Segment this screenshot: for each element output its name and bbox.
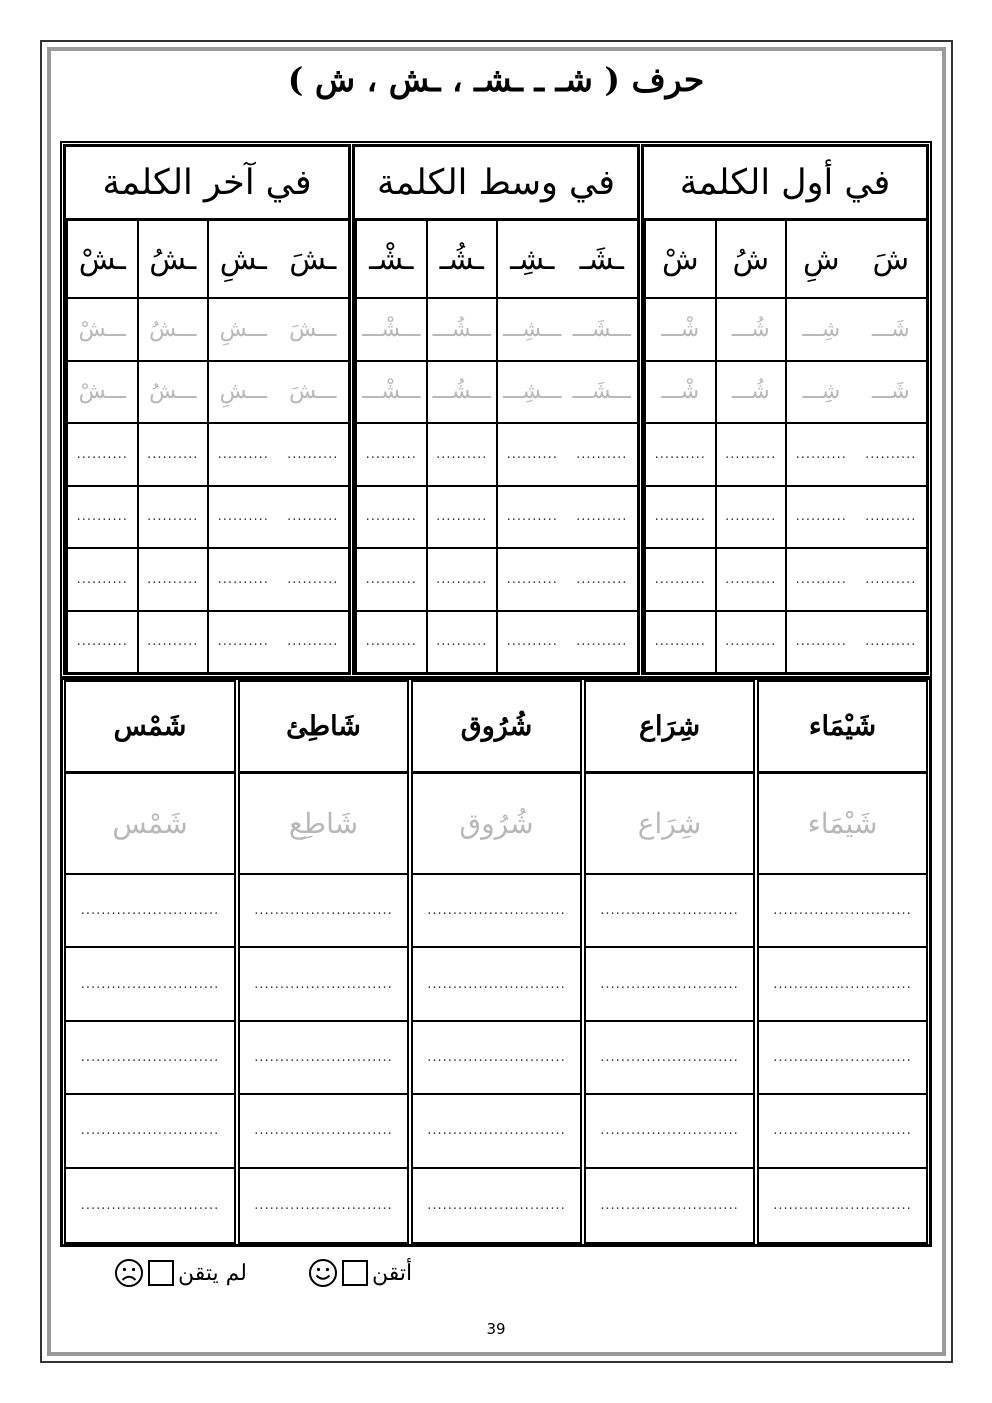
trace-cell[interactable]: شْـــ <box>644 360 715 423</box>
write-cell[interactable]: .......... <box>137 610 208 673</box>
write-line[interactable]: ........................... <box>80 1197 220 1213</box>
write-cell[interactable]: .......... <box>644 485 715 548</box>
legend-not-mastered-label: لم يتقن <box>178 1260 247 1286</box>
trace-cell[interactable]: ـــشَ <box>278 360 349 423</box>
write-line[interactable]: ........................... <box>586 1022 753 1095</box>
write-line[interactable]: ........................... <box>773 1197 912 1213</box>
trace-cell[interactable]: ـــشْ <box>66 297 137 360</box>
word-trace[interactable]: شَمْس <box>66 774 234 875</box>
letter-form: ـشِـ <box>496 221 567 297</box>
letter-form: ـشْ <box>66 221 137 297</box>
write-line[interactable]: ........................... <box>759 948 926 1021</box>
write-cell[interactable]: .......... <box>355 485 426 548</box>
write-cell[interactable]: .......... <box>856 422 927 485</box>
word-label: شَمْس <box>66 682 234 774</box>
write-cell[interactable]: .......... <box>66 610 137 673</box>
trace-cell[interactable]: شْـــ <box>644 297 715 360</box>
write-cell[interactable]: .......... <box>715 610 786 673</box>
group-header: في أول الكلمة <box>644 147 926 221</box>
trace-cell[interactable]: ـــشَـــ <box>567 297 638 360</box>
write-cell[interactable]: .......... <box>856 485 927 548</box>
trace-cell[interactable]: شُـــ <box>715 360 786 423</box>
write-cell[interactable]: .......... <box>644 610 715 673</box>
group-header: في آخر الكلمة <box>66 147 348 221</box>
write-cell[interactable]: .......... <box>785 422 856 485</box>
word-trace[interactable]: شَاطِع <box>240 774 407 875</box>
word-label: شَاطِئ <box>240 682 407 774</box>
group-end <box>63 144 351 675</box>
write-cell[interactable]: .......... <box>426 610 497 673</box>
smiley-face-icon <box>308 1258 338 1288</box>
trace-cell[interactable]: ـــشْـــ <box>355 297 426 360</box>
write-line[interactable]: ........................... <box>427 1197 566 1213</box>
write-line[interactable]: ........................... <box>759 1095 926 1168</box>
trace-cell[interactable]: ـــشْـــ <box>355 360 426 423</box>
write-cell[interactable]: .......... <box>426 485 497 548</box>
word-label: شِرَاع <box>586 682 753 774</box>
write-cell[interactable]: .......... <box>137 422 208 485</box>
write-cell[interactable]: .......... <box>567 547 638 610</box>
word-trace[interactable]: شَيْمَاء <box>759 774 926 875</box>
write-line[interactable]: ........................... <box>240 875 407 948</box>
write-line[interactable]: ........................... <box>586 948 753 1021</box>
write-cell[interactable]: .......... <box>137 485 208 548</box>
trace-cell[interactable]: ـــشُـــ <box>426 297 497 360</box>
write-cell[interactable]: .......... <box>137 547 208 610</box>
group-middle <box>352 144 640 675</box>
letter-form: ـشِ <box>207 221 278 297</box>
write-cell[interactable]: .......... <box>644 422 715 485</box>
not-mastered-checkbox[interactable] <box>148 1260 174 1286</box>
write-cell[interactable]: .......... <box>567 485 638 548</box>
write-cell[interactable]: .......... <box>496 422 567 485</box>
write-cell[interactable]: .......... <box>785 485 856 548</box>
trace-cell[interactable]: ـــشِ <box>207 297 278 360</box>
word-column <box>411 680 582 1244</box>
write-cell[interactable]: .......... <box>278 547 349 610</box>
write-line[interactable]: ........................... <box>66 1095 234 1168</box>
trace-cell[interactable]: شُـــ <box>715 297 786 360</box>
group-grid <box>66 221 348 672</box>
trace-cell[interactable]: ـــشِ <box>207 360 278 423</box>
write-cell[interactable]: .......... <box>426 422 497 485</box>
write-line[interactable]: ........................... <box>413 875 580 948</box>
group-grid <box>644 221 926 672</box>
sad-face-icon <box>114 1258 144 1288</box>
letter-form: شْ <box>644 221 715 297</box>
write-cell[interactable]: .......... <box>856 610 927 673</box>
letter-form: شُ <box>715 221 786 297</box>
write-cell[interactable]: .......... <box>644 547 715 610</box>
letter-form: ـشُـ <box>426 221 497 297</box>
write-line[interactable]: ........................... <box>759 875 926 948</box>
write-cell[interactable]: .......... <box>207 422 278 485</box>
write-line[interactable]: ........................... <box>240 948 407 1021</box>
write-line[interactable]: ........................... <box>600 1197 739 1213</box>
trace-cell[interactable]: ـــشْ <box>66 360 137 423</box>
letter-form: شِ <box>785 221 856 297</box>
group-header: في وسط الكلمة <box>355 147 637 221</box>
write-cell[interactable]: .......... <box>785 547 856 610</box>
write-line[interactable]: ........................... <box>66 875 234 948</box>
mastered-checkbox[interactable] <box>342 1260 368 1286</box>
trace-cell[interactable]: ـــشِـــ <box>496 297 567 360</box>
word-column <box>238 680 409 1244</box>
write-line[interactable]: ........................... <box>66 1022 234 1095</box>
write-cell[interactable]: .......... <box>496 610 567 673</box>
word-label: شُرُوق <box>413 682 580 774</box>
write-cell[interactable]: .......... <box>278 485 349 548</box>
letter-form: ـشْـ <box>355 221 426 297</box>
write-line[interactable]: ........................... <box>759 1022 926 1095</box>
write-cell[interactable]: .......... <box>567 610 638 673</box>
write-cell[interactable]: .......... <box>66 547 137 610</box>
write-cell[interactable]: .......... <box>496 547 567 610</box>
write-cell[interactable]: .......... <box>355 547 426 610</box>
write-line[interactable]: ........................... <box>240 1095 407 1168</box>
write-cell[interactable]: .......... <box>426 547 497 610</box>
legend-mastered-label: أتقن <box>372 1260 413 1286</box>
write-cell[interactable]: .......... <box>355 422 426 485</box>
write-cell[interactable]: .......... <box>567 422 638 485</box>
write-line[interactable]: ........................... <box>586 1095 753 1168</box>
write-cell[interactable]: .......... <box>785 610 856 673</box>
group-beginning <box>641 144 929 675</box>
write-line[interactable]: ........................... <box>240 1022 407 1095</box>
write-cell[interactable]: .......... <box>207 547 278 610</box>
write-cell[interactable]: .......... <box>715 422 786 485</box>
write-cell[interactable]: .......... <box>207 485 278 548</box>
trace-cell[interactable]: ـــشَ <box>278 297 349 360</box>
word-trace[interactable]: شُرُوق <box>413 774 580 875</box>
letter-form: شَ <box>872 241 910 277</box>
write-cell[interactable]: .......... <box>278 422 349 485</box>
word-column <box>757 680 928 1244</box>
page-number: 39 <box>486 1320 506 1338</box>
write-cell[interactable]: .......... <box>66 485 137 548</box>
trace-cell[interactable]: شِـــ <box>785 297 856 360</box>
write-line[interactable]: ........................... <box>586 875 753 948</box>
write-line[interactable]: ........................... <box>413 1095 580 1168</box>
legend-not-mastered <box>114 1258 247 1288</box>
write-cell[interactable]: .......... <box>207 610 278 673</box>
trace-cell[interactable]: ـــشُـــ <box>426 360 497 423</box>
write-line[interactable]: ........................... <box>254 1197 393 1213</box>
group-grid <box>355 221 637 672</box>
write-cell[interactable]: .......... <box>715 485 786 548</box>
trace-cell[interactable]: ـــشُ <box>137 297 208 360</box>
word-label: شَيْمَاء <box>759 682 926 774</box>
trace-cell[interactable]: ـــشِـــ <box>496 360 567 423</box>
letter-form: ـشُ <box>137 221 208 297</box>
legend-mastered <box>308 1258 412 1288</box>
write-cell[interactable]: .......... <box>355 610 426 673</box>
write-cell[interactable]: .......... <box>715 547 786 610</box>
letter-form: ـشَ <box>289 241 337 277</box>
word-column <box>584 680 755 1244</box>
write-cell[interactable]: .......... <box>496 485 567 548</box>
letter-form: ـشَـ <box>579 241 624 277</box>
trace-cell[interactable]: ـــشُ <box>137 360 208 423</box>
trace-cell[interactable]: شَـــ <box>856 360 927 423</box>
trace-cell[interactable]: ـــشَـــ <box>567 360 638 423</box>
write-line[interactable]: ........................... <box>413 1022 580 1095</box>
write-cell[interactable]: .......... <box>278 610 349 673</box>
write-line[interactable]: ........................... <box>66 948 234 1021</box>
write-cell[interactable]: .......... <box>856 547 927 610</box>
write-line[interactable]: ........................... <box>413 948 580 1021</box>
word-trace[interactable]: شِرَاع <box>586 774 753 875</box>
word-column <box>64 680 236 1244</box>
write-cell[interactable]: .......... <box>66 422 137 485</box>
page-title: حرف ( شـ ـ ـشـ ، ـش ، ش ) <box>287 60 705 99</box>
trace-cell[interactable]: شَـــ <box>856 297 927 360</box>
trace-cell[interactable]: شِـــ <box>785 360 856 423</box>
